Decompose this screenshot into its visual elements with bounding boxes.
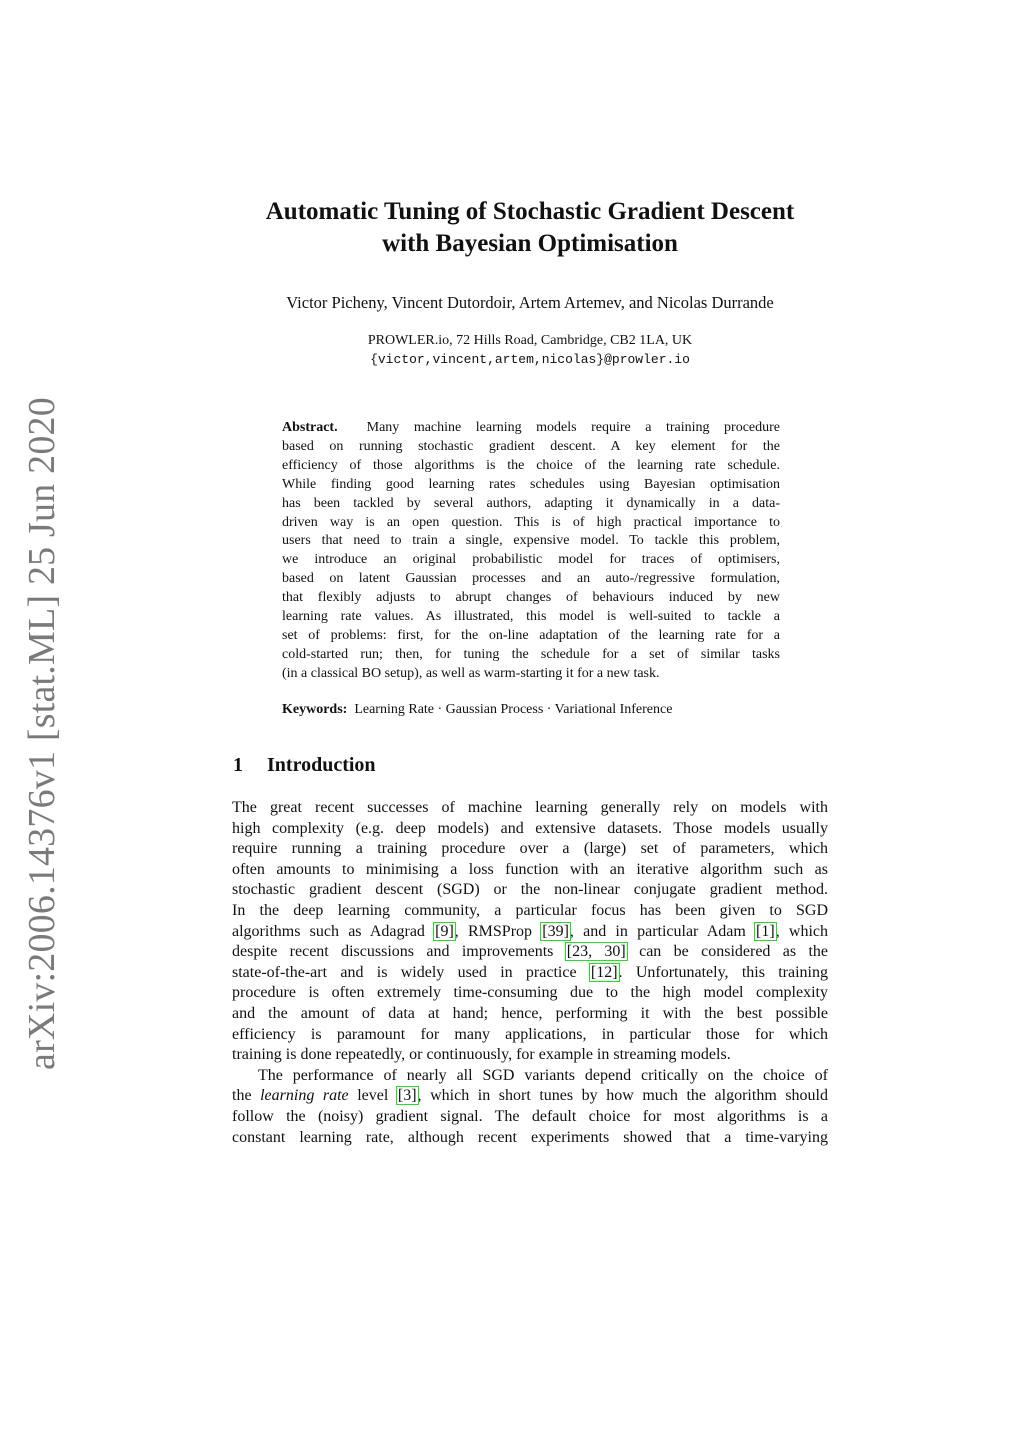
keywords-text: Learning Rate · Gaussian Process · Variational Inference — [354, 702, 673, 717]
body-line: The performance of nearly all SGD variants depend critically on the choice of — [258, 1066, 828, 1084]
body-line: constant learning rate, although recent experiments showed that a time-varying — [232, 1128, 828, 1146]
abstract-line: users that need to train a single, expensive model. To tackle this problem, — [282, 533, 780, 549]
abstract-line: based on running stochastic gradient descent. A key element for the — [282, 438, 780, 454]
citation-link[interactable]: [23, 30] — [566, 943, 626, 961]
body-line: The great recent successes of machine learning generally rely on models with — [232, 799, 828, 816]
body-line: state-of-the-art and is widely used in practice [12]. Unfortunately, this training — [232, 963, 828, 981]
author-list: Victor Picheny, Vincent Dutordoir, Artem Artemev, and Nicolas Durrande — [286, 293, 774, 312]
abstract-line: (in a classical BO setup), as well as warm-starting it for a new task. — [282, 665, 660, 681]
abstract-line: efficiency of those algorithms is the choice of the learning rate schedule. — [282, 457, 780, 473]
abstract-label: Abstract. — [282, 420, 338, 435]
intro-body — [232, 798, 828, 1148]
paper-title — [0, 196, 1024, 260]
body-line: high complexity (e.g. deep models) and extensive datasets. Those models usually — [232, 819, 828, 837]
abstract-line: has been tackled by several authors, adapting it dynamically in a data- — [282, 495, 780, 511]
section-heading — [233, 754, 376, 777]
keywords-label: Keywords: — [282, 702, 348, 717]
abstract — [282, 419, 780, 684]
body-line: require running a training procedure over a (large) set of parameters, which — [232, 840, 828, 858]
body-line: algorithms such as Adagrad [9], RMSProp [39], and in particular Adam [1], which — [232, 922, 828, 940]
body-line: despite recent discussions and improvements [23, 30] can be considered as the — [232, 943, 829, 961]
emphasis: learning rate — [260, 1087, 349, 1105]
abstract-line: Abstract. Many machine learning models require a training procedure — [282, 420, 780, 435]
abstract-line: driven way is an open question. This is of high practical importance to — [282, 514, 780, 530]
abstract-line: learning rate values. As illustrated, this model is well-suited to tackle a — [282, 609, 780, 625]
citation-link[interactable]: [1] — [756, 922, 775, 940]
affiliation-address: PROWLER.io, 72 Hills Road, Cambridge, CB2 1LA, UK — [367, 333, 693, 348]
section-number: 1 — [233, 754, 243, 776]
body-line: stochastic gradient descent (SGD) or the non-linear conjugate gradient method. — [232, 881, 828, 899]
arxiv-identifier[interactable]: arXiv:2006.14376v1 [stat.ML] 25 Jun 2020 — [21, 397, 63, 1070]
keywords — [282, 702, 672, 718]
body-line: often amounts to minimising a loss function with an iterative algorithm such as — [232, 860, 828, 878]
abstract-line: based on latent Gaussian processes and an auto-/regressive formulation, — [282, 571, 780, 587]
title-line-2: with Bayesian Optimisation — [382, 230, 678, 257]
citation-link[interactable]: [3] — [397, 1087, 417, 1105]
citation-link[interactable]: [39] — [542, 922, 569, 940]
body-line: and the amount of data at hand; hence, performing it with the best possible — [232, 1004, 828, 1022]
affiliation — [0, 331, 1024, 369]
citation-link[interactable]: [12] — [590, 963, 618, 981]
title-line-1: Automatic Tuning of Stochastic Gradient Descent — [265, 198, 795, 225]
abstract-line: cold-started run; then, for tuning the schedule for a set of similar tasks — [282, 646, 780, 662]
abstract-line: set of problems: first, for the on-line adaptation of the learning rate for a — [282, 627, 780, 643]
abstract-line: While finding good learning rates schedules using Bayesian optimisation — [282, 476, 780, 492]
body-line: In the deep learning community, a particular focus has been given to SGD — [232, 901, 828, 919]
author-emails[interactable]: {victor,vincent,artem,nicolas}@prowler.io — [370, 352, 690, 367]
body-line: the learning rate level [3], which in short tunes by how much the algorithm should — [232, 1087, 829, 1105]
abstract-line: we introduce an original probabilistic model for traces of optimisers, — [282, 552, 780, 568]
citation-link[interactable]: [9] — [435, 922, 454, 940]
abstract-line: that flexibly adjusts to abrupt changes of behaviours induced by new — [282, 590, 780, 606]
body-line: efficiency is paramount for many applications, in particular those for which — [232, 1025, 828, 1043]
body-line: follow the (noisy) gradient signal. The default choice for most algorithms is a — [232, 1107, 828, 1125]
body-line: procedure is often extremely time-consuming due to the high model complexity — [232, 984, 828, 1002]
section-title: Introduction — [267, 754, 376, 776]
body-line: training is done repeatedly, or continuously, for example in streaming models. — [232, 1046, 731, 1064]
